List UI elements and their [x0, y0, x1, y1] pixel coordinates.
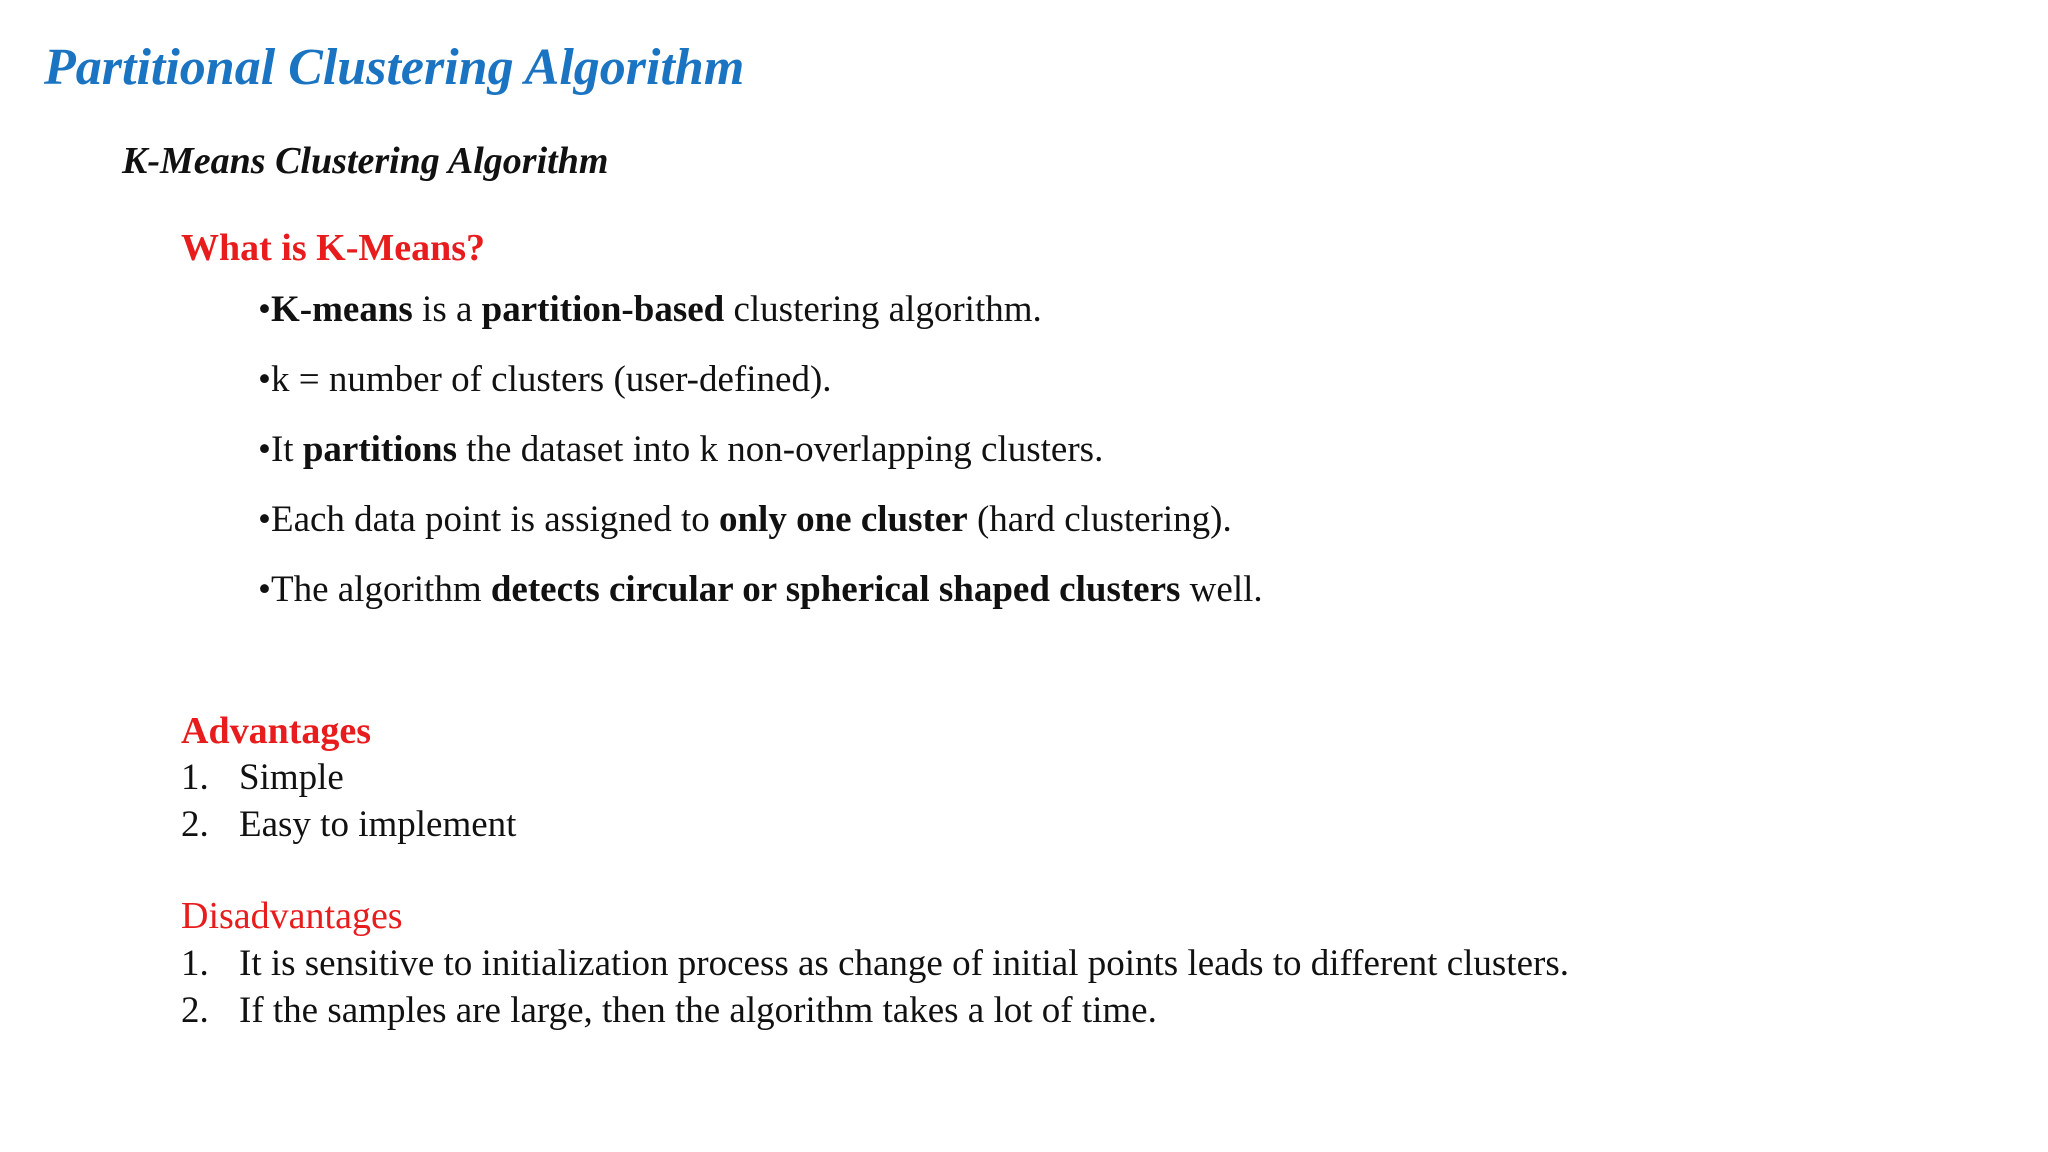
bullet-marker: •	[258, 569, 271, 610]
bullet-text: well.	[1180, 569, 1263, 610]
list-number: 1.	[181, 943, 209, 984]
disadvantages-heading: Disadvantages	[181, 895, 403, 937]
list-text: Simple	[239, 757, 344, 798]
advantages-heading: Advantages	[181, 710, 372, 752]
bold-text: K-means	[270, 289, 413, 330]
bullet-text: the dataset into k non-overlapping clusters.	[457, 429, 1104, 470]
bullet-text: It	[270, 429, 303, 470]
bullet-text: (hard clustering).	[967, 499, 1232, 540]
bullet-text: The algorithm	[270, 569, 491, 610]
section-subtitle: K-Means Clustering Algorithm	[122, 140, 609, 182]
bullet-text: k = number of clusters (user-defined).	[270, 359, 832, 400]
list-text: If the samples are large, then the algorithm takes a lot of time.	[239, 990, 1157, 1031]
list-number: 2.	[181, 990, 209, 1031]
what-is-heading: What is K-Means?	[181, 227, 485, 269]
list-item	[181, 942, 1569, 985]
bullet-marker: •	[258, 359, 271, 400]
list-number: 1.	[181, 757, 209, 798]
list-text: It is sensitive to initialization process as change of initial points leads to different clusters.	[239, 943, 1569, 984]
list-text: Easy to implement	[239, 804, 517, 845]
bullet-item	[258, 428, 1103, 471]
list-item	[181, 989, 1157, 1032]
bullet-item	[258, 498, 1232, 541]
bullet-item	[258, 288, 1042, 331]
bold-text: partition-based	[481, 289, 725, 330]
list-item	[181, 803, 516, 846]
bullet-item	[258, 568, 1263, 611]
bold-text: detects circular or spherical shaped clusters	[490, 569, 1181, 610]
bold-text: only one cluster	[718, 499, 968, 540]
bullet-item	[258, 358, 832, 401]
bullet-marker: •	[258, 499, 271, 540]
bullet-marker: •	[258, 289, 271, 330]
list-item	[181, 756, 344, 799]
bullet-text: clustering algorithm.	[724, 289, 1042, 330]
bullet-marker: •	[258, 429, 271, 470]
bullet-text: Each data point is assigned to	[270, 499, 719, 540]
bullet-text: is a	[412, 289, 482, 330]
list-number: 2.	[181, 804, 209, 845]
page-title: Partitional Clustering Algorithm	[44, 39, 745, 96]
bold-text: partitions	[302, 429, 458, 470]
